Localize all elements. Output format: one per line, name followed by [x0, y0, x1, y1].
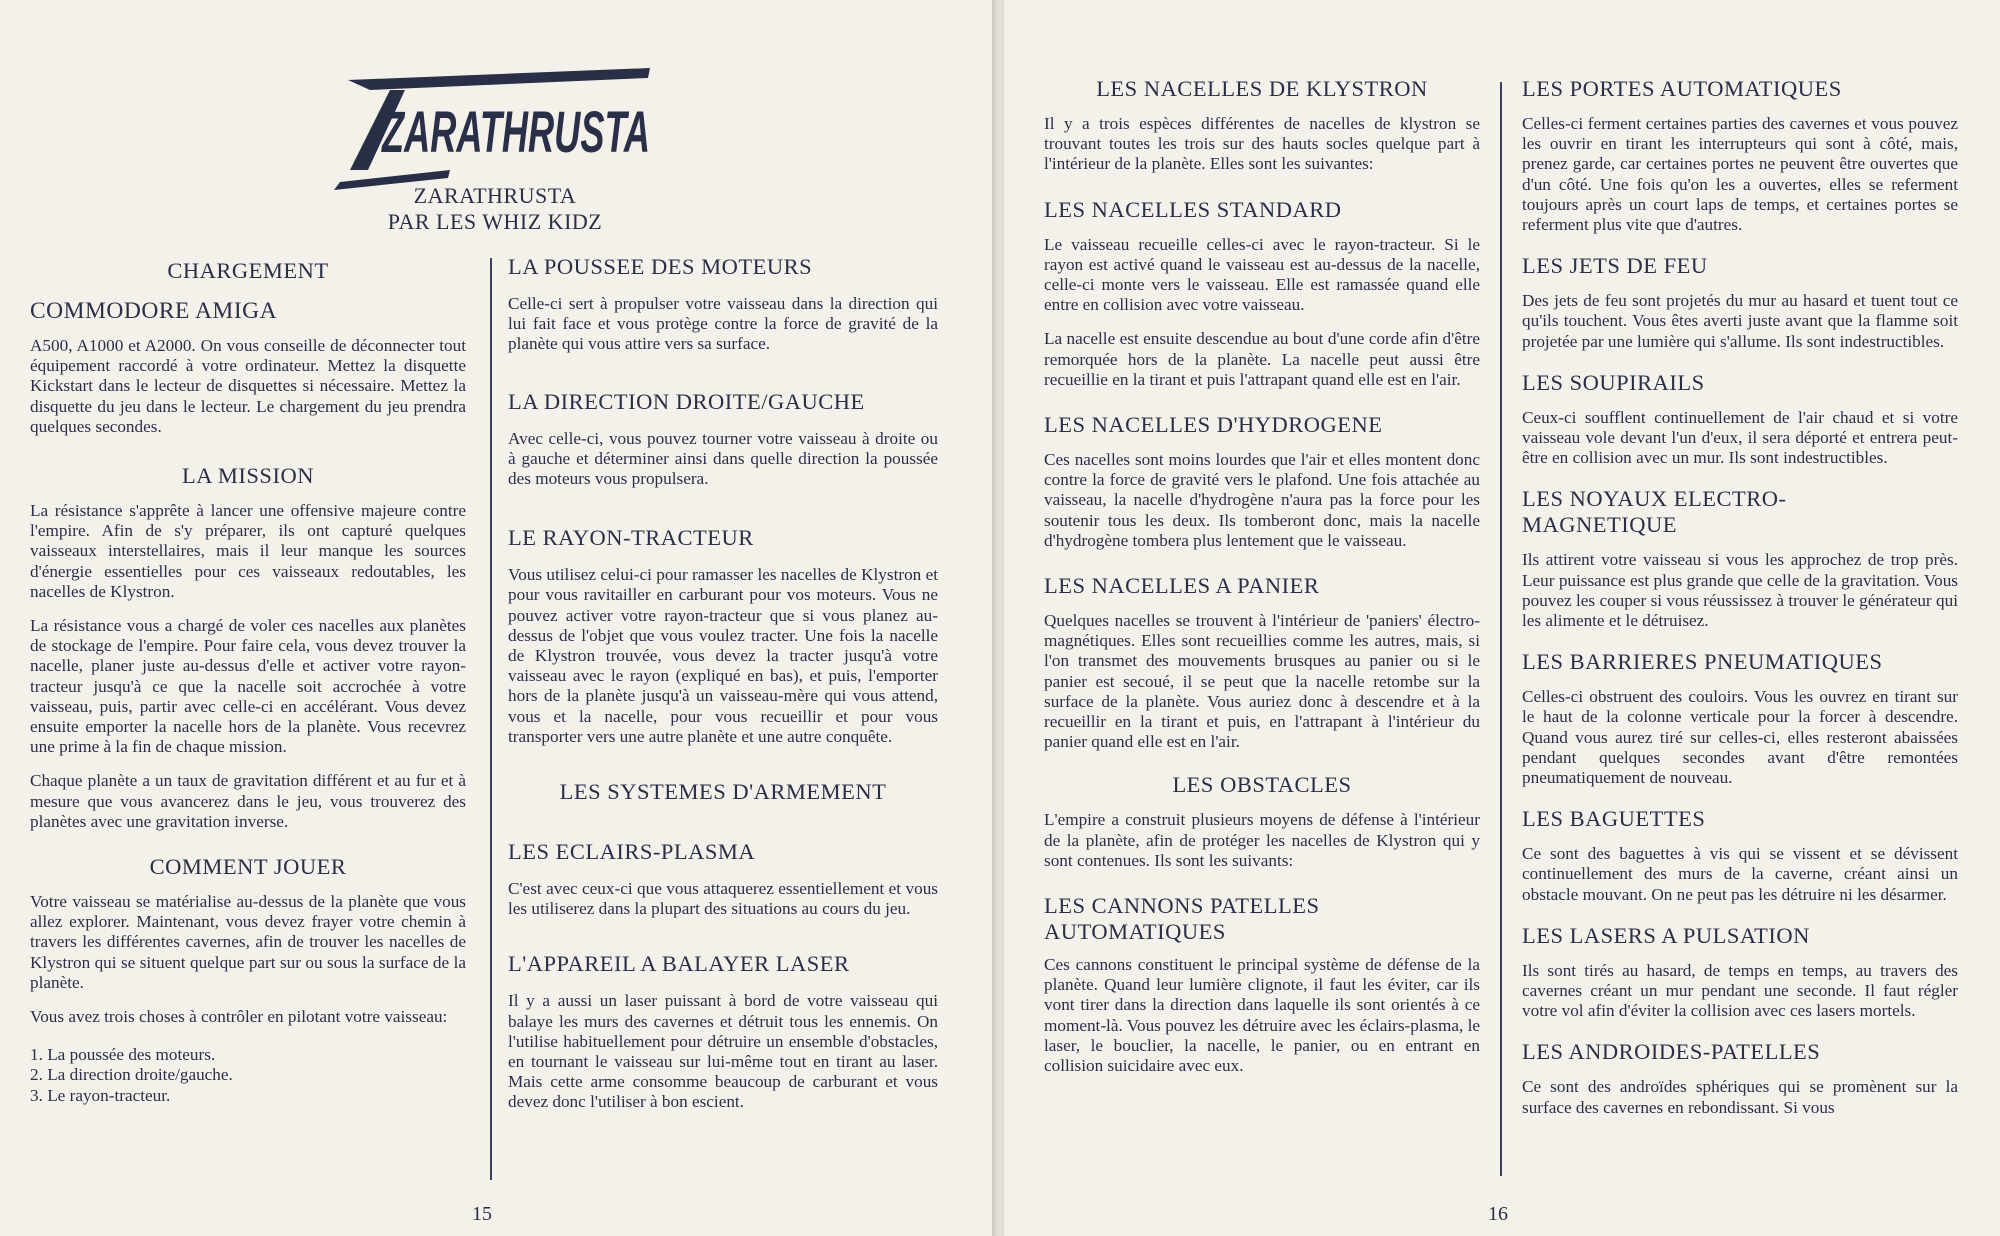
right-page-column-2 — [1522, 76, 1958, 1132]
left-page-column-1 — [30, 258, 466, 1106]
list-item: 1. La poussée des moteurs. — [30, 1045, 216, 1065]
heading-barrieres: LES BARRIERES PNEUMATIQUES — [1522, 649, 1883, 675]
heading-jets: LES JETS DE FEU — [1522, 253, 1708, 279]
list-item: 3. Le rayon-tracteur. — [30, 1085, 171, 1105]
left-page — [0, 0, 996, 1236]
page-number-15: 15 — [472, 1203, 492, 1225]
paragraph-amiga: A500, A1000 et A2000. On vous conseille de déconnecter tout équipement raccordé à votre ordinateur. Mettez la disquette Kickstart dans le lecteur de disquettes si nécessaire. Mettez la disquette du jeu dans le lecteur. Le chargement du jeu prendra quelques secondes. — [30, 336, 466, 436]
paragraph-mission-3: Chaque planète a un taux de gravitation différent et au fur et à mesure que vous avancerez dans le jeu, vous trouverez des planètes avec une gravitation inverse. — [30, 771, 466, 831]
paragraph-standard-2: La nacelle est ensuite descendue au bout d'une corde afin d'être remorquée hors de la planète. La nacelle peut aussi être recueillie en la tirant et puis l'attrapant quand elle est en l'air. — [1044, 329, 1480, 389]
paragraph-jouer-1: Votre vaisseau se matérialise au-dessus de la planète que vous allez explorer. Maintenant, vous devez frayer votre chemin à travers les différentes cavernes, afin de trouver les nacelles de Klystron qui se situent quelque part sur ou sous la surface de la planète. — [30, 892, 466, 992]
paragraph-soupirails: Ceux-ci soufflent continuellement de l'air chaud et si votre vaisseau vole devant l'un d'eux, il sera déporté et entrera peut-être en collision avec un mur. Ils sont indestructibles. — [1522, 407, 1958, 468]
paragraph-barrieres: Celles-ci obstruent des couloirs. Vous les ouvrez en tirant sur le haut de la colonne verticale pour la forcer à descendre. Quand vous aurez tiré sur celles-ci, elles resteront abaissées pendant quelques secondes avant d'être remontées pneumatiquement de nouveau. — [1522, 687, 1958, 788]
heading-commodore-amiga: COMMODORE AMIGA — [30, 298, 278, 324]
heading-soupirails: LES SOUPIRAILS — [1522, 369, 1705, 395]
column-divider — [490, 258, 492, 1180]
paragraph-poussee: Celle-ci sert à propulser votre vaisseau dans la direction qui lui fait face et vous protège contre la force de gravité de la planète qui vous attire vers sa surface. — [508, 294, 938, 354]
heading-panier: LES NACELLES A PANIER — [1044, 573, 1320, 599]
paragraph-noyaux: Ils attirent votre vaisseau si vous les approchez de trop près. Leur puissance est plus grande que celle de la gravitation. Vous pouvez les couper si vous réussissez à trouver le générateur qui les alimente et le détruisez. — [1522, 550, 1958, 631]
heading-poussee: LA POUSSEE DES MOTEURS — [508, 254, 813, 279]
paragraph-jets: Des jets de feu sont projetés du mur au hasard et tuent tout ce qu'ils touchent. Vous êtes averti juste avant que la flamme soit projetée par une lumière qui s'allume. Ils sont indestructibles. — [1522, 291, 1958, 351]
heading-laser: L'APPAREIL A BALAYER LASER — [508, 951, 850, 977]
heading-hydrogene: LES NACELLES D'HYDROGENE — [1044, 412, 1383, 438]
paragraph-cannons: Ces cannons constituent le principal système de défense de la planète. Quand leur lumière clignote, il faut les éviter, car ils vont tirer dans la direction dans laquelle ils sont orientés à ce moment-là. Vous pouvez les détruire avec les éclairs-plasma, le laser, le bouclier, la nacelle, le panier, ou en entrant en collision suicidaire avec eux. — [1044, 955, 1480, 1076]
paragraph-eclairs: C'est avec ceux-ci que vous attaquerez essentiellement et vous les utiliserez dans la plupart des situations au cours du jeu. — [508, 879, 938, 919]
paragraph-standard-1: Le vaisseau recueille celles-ci avec le rayon-tracteur. Si le rayon est activé quand le vaisseau est au-dessus de la nacelle, celle-ci monte vers le vaisseau. Elle est ramassée quand elle entre en collision avec votre vaisseau. — [1044, 234, 1480, 315]
heading-direction: LA DIRECTION DROITE/GAUCHE — [508, 388, 865, 414]
paragraph-androides: Ce sont des androïdes sphériques qui se promènent sur la surface des cavernes en rebondissant. Si vous — [1522, 1077, 1958, 1117]
heading-chargement: CHARGEMENT — [167, 258, 329, 283]
right-page — [1004, 0, 2000, 1236]
paragraph-laser: Il y a aussi un laser puissant à bord de votre vaisseau qui balaye les murs des cavernes et détruit tous les ennemis. On l'utilise habituellement pour détruire un ensemble d'obstacles, en tournant le vaisseau sur lui-même tout en tirant au laser. Mais cette arme consomme beaucoup de carburant et vous devez donc l'utiliser à bon escient. — [508, 991, 938, 1112]
left-page-column-2 — [508, 254, 938, 1127]
page-number-16: 16 — [1488, 1203, 1508, 1225]
page-title: ZARATHRUSTA — [413, 183, 577, 208]
heading-comment-jouer: COMMENT JOUER — [149, 854, 347, 880]
heading-rayon: LE RAYON-TRACTEUR — [508, 525, 754, 551]
paragraph-panier: Quelques nacelles se trouvent à l'intérieur de 'paniers' électro-magnétiques. Elles sont recueillies comme les autres, mais, si l'on transmet des mouvements brusques au panier ou si le panier est secoué, il se peut que la nacelle retombe sur la surface de la planète. Vous auriez donc à descendre et à la recueillir en la tirant et puis, en l'attrapant à l'intérieur du panier quand elle est en l'air. — [1044, 611, 1480, 752]
heading-portes: LES PORTES AUTOMATIQUES — [1522, 76, 1842, 101]
svg-text:ZARATHRUSTA: ZARATHRUSTA — [380, 100, 650, 165]
paragraph-klystron: Il y a trois espèces différentes de nacelles de klystron se trouvant toutes les trois sur des hauts socles quelque part à l'intérieur de la planète. Elles sont les suivantes: — [1044, 114, 1480, 174]
heading-baguettes: LES BAGUETTES — [1522, 806, 1706, 832]
paragraph-lasers: Ils sont tirés au hasard, de temps en temps, au travers des cavernes créant un mur pendant une seconde. Il faut régler votre vol afin d'éviter la collision avec ces lasers mortels. — [1522, 960, 1958, 1021]
list-item: 2. La direction droite/gauche. — [30, 1065, 233, 1085]
heading-klystron: LES NACELLES DE KLYSTRON — [1096, 76, 1428, 101]
heading-standard: LES NACELLES STANDARD — [1044, 196, 1342, 222]
heading-eclairs: LES ECLAIRS-PLASMA — [508, 839, 756, 865]
paragraph-rayon: Vous utilisez celui-ci pour ramasser les nacelles de Klystron et pour vous ravitailler en carburant pour vos moteurs. Vous ne pouvez activer votre rayon-tracteur que si vous planez au-dessus de l'objet que vous voulez tracter. Une fois la nacelle de Klystron trouvée, vous devez la tracter jusqu'à votre vaisseau avec le rayon (expliqué en bas), et puis, l'emporter hors de la planète jusqu'à un vaisseau-mère qui vous attend, vous et la nacelle, pour vous recueillir et pour vous transporter vers une autre planète et une autre conquête. — [508, 565, 938, 746]
paragraph-mission-1: La résistance s'apprête à lancer une offensive majeure contre l'empire. Afin de s'y préparer, ils ont capturé quelques vaisseaux interstellaires, mais il leur manque les sources d'énergie essentielles pour ces vaisseaux redoutables, les nacelles de Klystron. — [30, 501, 466, 601]
title-block — [330, 183, 660, 235]
page-subtitle: PAR LES WHIZ KIDZ — [387, 209, 603, 234]
heading-cannons: LES CANNONS PATELLES AUTOMATIQUES — [1044, 893, 1320, 945]
controls-list — [30, 1045, 466, 1106]
right-page-column-1 — [1044, 76, 1480, 1090]
heading-noyaux: LES NOYAUX ELECTRO-MAGNETIQUE — [1522, 486, 1787, 538]
heading-androides: LES ANDROIDES-PATELLES — [1522, 1039, 1821, 1065]
paragraph-jouer-2: Vous avez trois choses à contrôler en pilotant votre vaisseau: — [30, 1007, 448, 1027]
paragraph-baguettes: Ce sont des baguettes à vis qui se vissent et se dévissent continuellement des murs de la caverne, créant ainsi un obstacle mouvant. On ne peut pas les détruire ni les désarmer. — [1522, 844, 1958, 904]
heading-obstacles: LES OBSTACLES — [1172, 772, 1352, 798]
heading-lasers: LES LASERS A PULSATION — [1522, 922, 1810, 948]
zarathrusta-logo — [330, 60, 660, 185]
paragraph-hydrogene: Ces nacelles sont moins lourdes que l'air et elles montent donc contre la force de gravité vers le plafond. Une fois attachée au vaisseau, la nacelle d'hydrogène n'aura pas la force pour les soutenir tous les deux. Ils tomberont donc, mais la nacelle d'hydrogène tombera plus lentement que le vaisseau. — [1044, 450, 1480, 550]
paragraph-portes: Celles-ci ferment certaines parties des cavernes et vous pouvez les ouvrir en tirant les interrupteurs qui sont à côté, mais, prenez garde, car certaines portes ne peuvent être ouvertes que d'un côté. Une fois qu'on les a ouvertes, elles se referment toujours après un court laps de temps, et certaines portes se referment plus vite que d'autres. — [1522, 114, 1958, 235]
heading-mission: LA MISSION — [182, 463, 314, 489]
heading-armement: LES SYSTEMES D'ARMEMENT — [559, 779, 887, 805]
paragraph-obstacles: L'empire a construit plusieurs moyens de défense à l'intérieur de la planète, afin de protéger les nacelles de Klystron qui y sont contenues. Ils sont les suivants: — [1044, 810, 1480, 870]
column-divider — [1500, 82, 1502, 1176]
paragraph-mission-2: La résistance vous a chargé de voler ces nacelles aux planètes de stockage de l'empire. Pour faire cela, vous devez trouver la nacelle, planer juste au-dessus d'elle et activer votre rayon-tracteur jusqu'à ce que la nacelle soit accrochée à votre vaisseau, puis, partir avec celle-ci en accélérant. Vous devez ensuite emporter la nacelle hors de la planète. Vous recevrez une prime à la fin de chaque mission. — [30, 616, 466, 757]
paragraph-direction: Avec celle-ci, vous pouvez tourner votre vaisseau à droite ou à gauche et déterminer ainsi dans quelle direction la poussée des moteurs vous propulsera. — [508, 428, 938, 489]
